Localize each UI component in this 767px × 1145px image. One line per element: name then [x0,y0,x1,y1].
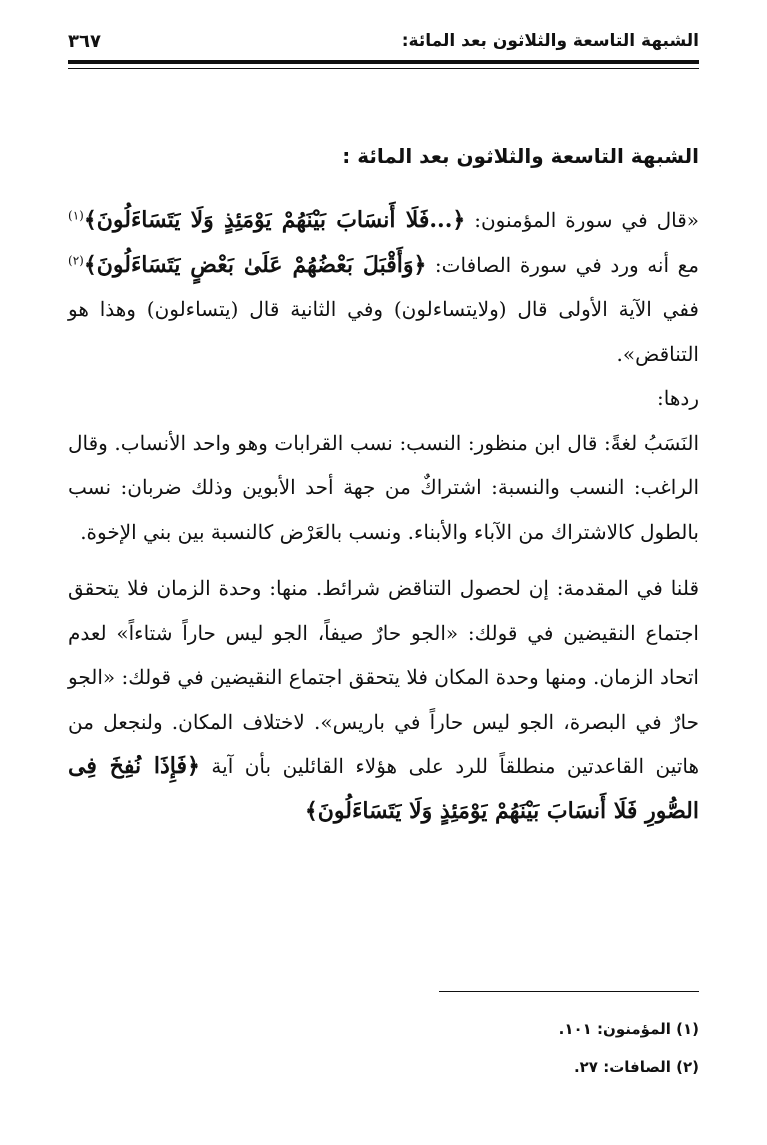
claim-text-3: ففي الآية الأولى قال (ولايتساءلون) وفي الثانية قال (يتساءلون) وهذا هو التناقض». [68,297,699,366]
quran-verse-1: ﴿...فَلَا أَنسَابَ بَيْنَهُمْ يَوْمَئِذٍ وَلَا يَتَسَاءَلُونَ﴾ [83,207,466,233]
footnote-ref-2: (٢) [68,252,84,267]
footnote-1: (١) المؤمنون: ١٠١. [558,1020,699,1038]
claim-text-1: «قال في سورة المؤمنون: [465,208,700,232]
claim-text-2: مع أنه ورد في سورة الصافات: [426,252,699,277]
footnote-ref-1: (١) [68,208,84,223]
body-text [68,198,699,833]
running-title: الشبهة التاسعة والثلاثون بعد المائة: [401,31,699,51]
section-heading: الشبهة التاسعة والثلاثون بعد المائة : [342,144,699,168]
contradiction-text: قلنا في المقدمة: إن لحصول التناقض شرائط. منها: وحدة الزمان فلا يتحقق اجتماع النقيضين في قولك: «الجو حارٌ صيفاً، الجو ليس حاراً شتاءاً» لعدم اتحاد الزمان. ومنها وحدة المكان فلا يتحقق اجتماع النقيضين في قولك: «الجو حارٌ في البصرة، الجو ليس حاراً في باريس». لاختلاف المكان. ولنجعل من هاتين القاعدتين منطلقاً للرد على هؤلاء القائلين بأن آية [68,576,699,778]
footnote-separator [439,991,699,992]
reply-label: ردها: [657,386,699,410]
lineage-paragraph: النَسَبُ لغةً: قال ابن منظور: النسب: نسب القرابات وهو واحد الأنساب. وقال الراغب: النسب والنسبة: اشتراكٌ من جهة أحد الأبوين وذلك ضربان: نسب بالطول كالاشتراك من الآباء والأبناء. ونسب بالعَرْض كالنسبة بين بني الإخوة. [68,430,699,544]
running-header [68,26,699,56]
header-rule-thick [68,60,699,64]
claim-paragraph [68,198,699,376]
header-rule-thin [68,68,699,69]
contradiction-paragraph [68,566,699,833]
page-number: ٣٦٧ [68,30,101,52]
quran-verse-3: ﴿فَإِذَا نُفِخَ فِى الصُّورِ فَلَا أَنسَابَ بَيْنَهُمْ يَوْمَئِذٍ وَلَا يَتَسَاءَلُونَ﴾ [68,753,699,824]
footnote-2: (٢) الصافات: ٢٧. [573,1058,699,1076]
quran-verse-2: ﴿وَأَقْبَلَ بَعْضُهُمْ عَلَىٰ بَعْضٍ يَتَسَاءَلُونَ﴾ [83,251,427,278]
footnotes [68,1010,699,1086]
